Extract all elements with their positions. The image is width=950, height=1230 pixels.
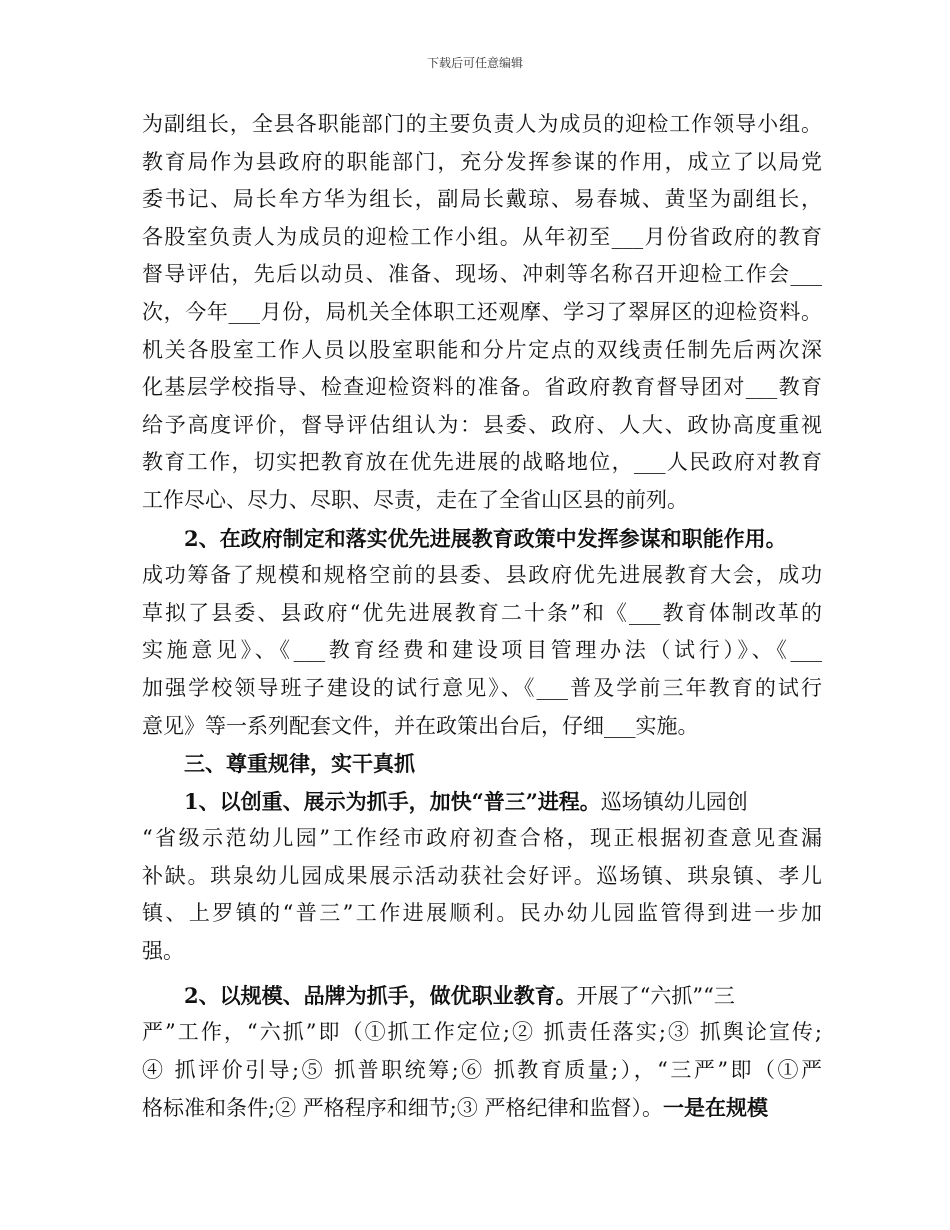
text-line: 各股室负责人为成员的迎检工作小组。从年初至___月份省政府的教育 — [142, 224, 822, 249]
text-line — [142, 1089, 822, 1127]
text-line: 镇、上罗镇的“普三”工作进展顺利。民办幼儿园监管得到进一步加 — [142, 901, 822, 926]
text-line: “省级示范幼儿园”工作经市政府初查合格，现正根据初查意见查漏 — [142, 826, 822, 851]
text-line: 机关各股室工作人员以股室职能和分片定点的双线责任制先后两次深 — [142, 337, 822, 362]
text-line: 教育局作为县政府的职能部门，充分发挥参谋的作用，成立了以局党 — [142, 149, 822, 174]
text-line: 为副组长，全县各职能部门的主要负责人为成员的迎检工作领导小组。 — [142, 112, 822, 136]
text-line: 草拟了县委、县政府“优先进展教育二十条”和《___教育体制改革的 — [142, 600, 822, 625]
text-run: 开展了“六抓”“三 — [576, 983, 735, 1008]
text-line: 意见》等一系列配套文件，并在政策出台后，仔细___实施。 — [142, 713, 699, 738]
text-line: 教育工作，切实把教育放在优先进展的战略地位，___人民政府对教育 — [142, 450, 822, 475]
bold-lead: 一是在规模 — [663, 1095, 768, 1121]
text-line: 次，今年___月份，局机关全体职工还观摩、学习了翠屏区的迎检资料。 — [142, 299, 822, 324]
text-run: 格标准和条件;② 严格程序和细节;③ 严格纪律和监督）。 — [142, 1096, 663, 1121]
section-heading — [142, 745, 822, 783]
page-header: 下载后可任意编辑 — [426, 56, 523, 70]
text-line: 委书记、局长牟方华为组长，副局长戴琼、易春城、黄坚为副组长， — [142, 187, 822, 212]
text-line: 工作尽心、尽力、尽职、尽责，走在了全省山区县的前列。 — [142, 487, 688, 512]
bold-lead: 1、以创重、展示为抓手，加快“普三”进程。 — [184, 788, 601, 814]
text-run: 巡场镇幼儿园创 — [600, 789, 748, 814]
text-line — [142, 977, 822, 1015]
text-line: 化基层学校指导、检查迎检资料的准备。省政府教育督导团对___教育 — [142, 375, 822, 400]
bold-heading: 三、尊重规律，实干真抓 — [184, 751, 415, 777]
text-line: ④ 抓评价引导;⑤ 抓普职统筹;⑥ 抓教育质量;），“三严”即（①严 — [142, 1057, 822, 1082]
document-body — [142, 106, 822, 1127]
section-heading — [142, 520, 822, 558]
bold-heading: 2、在政府制定和落实优先进展教育政策中发挥参谋和职能作用。 — [184, 525, 787, 551]
text-line: 补缺。珙泉幼儿园成果展示活动获社会好评。巡场镇、珙泉镇、孝儿 — [142, 863, 822, 888]
text-line — [142, 783, 822, 821]
text-line: 强。 — [142, 939, 184, 964]
text-line: 实施意见》、《___教育经费和建设项目管理办法（试行）》、《___ — [142, 638, 822, 663]
text-line: 给予高度评价，督导评估组认为：县委、政府、人大、政协高度重视 — [142, 412, 822, 437]
text-line: 成功筹备了规模和规格空前的县委、县政府优先进展教育大会，成功 — [142, 563, 822, 588]
bold-lead: 2、以规模、品牌为抓手，做优职业教育。 — [184, 982, 577, 1008]
text-line: 加强学校领导班子建设的试行意见》、《___普及学前三年教育的试行 — [142, 675, 822, 700]
text-line: 严”工作，“六抓”即（①抓工作定位;② 抓责任落实;③ 抓舆论宣传; — [142, 1020, 822, 1045]
text-line: 督导评估，先后以动员、准备、现场、冲刺等名称召开迎检工作会___ — [142, 262, 822, 287]
